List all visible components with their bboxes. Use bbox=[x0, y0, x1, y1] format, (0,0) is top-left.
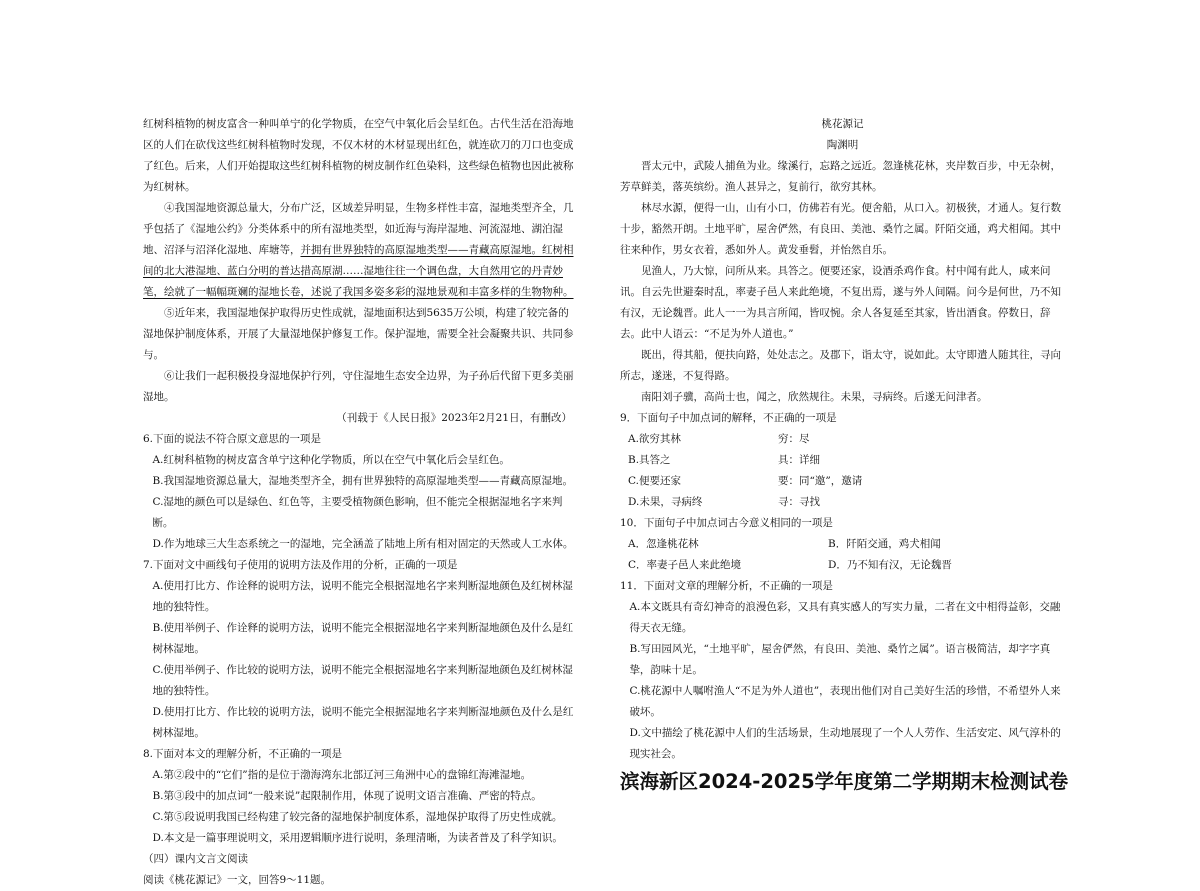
paragraph-3-tail: 红树科植物的树皮富含一种叫单宁的化学物质，在空气中氧化后会呈红色。古代生活在沿海地区的人们在砍伐这些红树科植物时发现，不仅木材的木材显现出红色，就连砍刀的刀口也变成了红色。后来，人们开始提取这些红树科植物的树皮制作红色染料，这些绿色植物也因此被称为红树林。 bbox=[143, 118, 574, 193]
question-10-options-ab bbox=[620, 534, 1065, 555]
paragraph-4-text: ④我国湿地资源总量大，分布广泛，区域差异明显，生物多样性丰富，湿地类型齐全，几乎包括了《湿地公约》分类体系中的所有湿地类型，如近海与海岸湿地、河流湿地、湖泊湿地、沼泽与沼泽化湿地、库塘等， bbox=[143, 202, 574, 256]
question-7-option-c: C.使用举例子、作比较的说明方法，说明不能完全根据湿地名字来判断湿地颜色及红树林湿地的独特性。 bbox=[152, 664, 573, 697]
question-11: 11．下面对文章的理解分析，不正确的一项是 bbox=[620, 580, 833, 592]
question-9-option-d bbox=[620, 492, 1065, 513]
question-8-option-b: B.第③段中的加点词“一般来说”起限制作用，体现了说明文语言准确、严密的特点。 bbox=[152, 790, 542, 802]
option-gloss: 穷：尽 bbox=[778, 433, 810, 445]
question-8-option-c: C.第⑤段说明我国已经构建了较完备的湿地保护制度体系，湿地保护取得了历史性成就。 bbox=[152, 811, 563, 823]
option-gloss: 具：详细 bbox=[778, 454, 820, 466]
question-6-option-a: A.红树科植物的树皮富含单宁这种化学物质，所以在空气中氧化后会呈红色。 bbox=[152, 454, 510, 466]
reading-instruction: 阅读《桃花源记》一文，回答9～11题。 bbox=[143, 874, 332, 886]
question-9: 9．下面句子中加点词的解释，不正确的一项是 bbox=[620, 412, 837, 424]
question-7-option-a: A.使用打比方、作诠释的说明方法，说明不能完全根据湿地名字来判断湿地颜色及红树林湿地的独特性。 bbox=[152, 580, 573, 613]
option-gloss: 要：同“邀”，邀请 bbox=[778, 475, 863, 487]
question-11-option-b: B.写田园风光，“土地平旷，屋舍俨然，有良田、美池、桑竹之属”。语言极简洁，却字字真挚，韵味十足。 bbox=[629, 643, 1051, 676]
question-9-option-c bbox=[620, 471, 1065, 492]
article-source: （刊载于《人民日报》2023年2月21日，有删改） bbox=[336, 412, 572, 424]
poem-title: 桃花源记 bbox=[821, 118, 864, 130]
classical-paragraph-2: 林尽水源，便得一山，山有小口，仿佛若有光。便舍船，从口入。初极狭，才通人。复行数十步，豁然开朗。土地平旷，屋舍俨然，有良田、美池、桑竹之属。阡陌交通，鸡犬相闻。其中往来种作，男女衣着，悉如外人。黄发垂髫，并怡然自乐。 bbox=[620, 202, 1061, 256]
classical-paragraph-5: 南阳刘子骥，高尚士也，闻之，欣然规往。未果，寻病终。后遂无问津者。 bbox=[641, 391, 988, 403]
question-9-option-b bbox=[620, 450, 1065, 471]
question-9-option-a bbox=[620, 429, 1065, 450]
question-7: 7.下面对文中画线句子使用的说明方法及作用的分析，正确的一项是 bbox=[143, 559, 458, 571]
option-text: A．忽逢桃花林 bbox=[628, 538, 699, 550]
question-8-option-a: A.第②段中的“它们”指的是位于渤海湾东北部辽河三角洲中心的盘锦红海滩湿地。 bbox=[152, 769, 532, 781]
option-gloss: 寻：寻找 bbox=[778, 496, 820, 508]
question-7-option-b: B.使用举例子、作诠释的说明方法，说明不能完全根据湿地名字来判断湿地颜色及什么是红树林湿地。 bbox=[152, 622, 573, 655]
question-8: 8.下面对本文的理解分析，不正确的一项是 bbox=[143, 748, 343, 760]
left-column bbox=[143, 114, 578, 891]
option-text: A.欲穷其林 bbox=[628, 433, 681, 445]
option-text: D．乃不知有汉，无论魏晋 bbox=[828, 559, 952, 571]
classical-paragraph-1: 晋太元中，武陵人捕鱼为业。缘溪行，忘路之远近。忽逢桃花林，夹岸数百步，中无杂树，芳草鲜美，落英缤纷。渔人甚异之，复前行，欲穷其林。 bbox=[620, 160, 1061, 193]
question-8-option-d: D.本文是一篇事理说明文，采用逻辑顺序进行说明，条理清晰，为读者普及了科学知识。 bbox=[152, 832, 563, 844]
section-heading: （四）课内文言文阅读 bbox=[143, 853, 248, 865]
option-text: B.具答之 bbox=[628, 454, 671, 466]
question-10: 10．下面句子中加点词古今意义相同的一项是 bbox=[620, 517, 833, 529]
poem-author: 陶渊明 bbox=[826, 139, 859, 151]
underlined-sentence: 并拥有世界独特的高原湿地类型——青藏高原湿地。红树相间的北大港湿地、蓝白分明的普达措高原湖……湿地往往一个调色盘，大自然用它的丹青妙笔，绘就了一幅幅斑斓的湿地长卷，述说了我国多姿多彩的湿地景观和丰富多样的生物物种。 bbox=[143, 244, 574, 298]
paragraph-5: ⑤近年来，我国湿地保护取得历史性成就，湿地面积达到5635万公顷，构建了较完备的湿地保护制度体系，开展了大量湿地保护修复工作。保护湿地，需要全社会凝聚共识、共同参与。 bbox=[143, 307, 574, 361]
question-10-options-cd bbox=[620, 555, 1065, 576]
option-text: D.未果，寻病终 bbox=[628, 496, 703, 508]
question-6-option-d: D.作为地球三大生态系统之一的湿地，完全涵盖了陆地上所有相对固定的天然或人工水体。 bbox=[152, 538, 574, 550]
option-text: C．率妻子邑人来此绝境 bbox=[628, 559, 742, 571]
question-6-option-b: B.我国湿地资源总量大，湿地类型齐全，拥有世界独特的高原湿地类型——青藏高原湿地。 bbox=[152, 475, 573, 487]
classical-paragraph-3: 见渔人，乃大惊，问所从来。具答之。便要还家，设酒杀鸡作食。村中闻有此人，咸来问讯。自云先世避秦时乱，率妻子邑人来此绝境，不复出焉，遂与外人间隔。问今是何世，乃不知有汉，无论魏晋。此人一一为具言所闻，皆叹惋。余人各复延至其家，皆出酒食。停数日，辞去。此中人语云：“不足为外人道也。” bbox=[620, 265, 1061, 340]
question-6: 6.下面的说法不符合原文意思的一项是 bbox=[143, 433, 322, 445]
option-text: C.便要还家 bbox=[628, 475, 681, 487]
question-11-option-a: A.本文既具有奇幻神奇的浪漫色彩，又具有真实感人的写实力量，二者在文中相得益彰，交融得天衣无缝。 bbox=[629, 601, 1061, 634]
question-11-option-c: C.桃花源中人嘱咐渔人“不足为外人道也”，表现出他们对自己美好生活的珍惜，不希望外人来破坏。 bbox=[629, 685, 1061, 718]
option-text: B．阡陌交通，鸡犬相闻 bbox=[828, 538, 941, 550]
paragraph-4 bbox=[143, 198, 578, 303]
right-column bbox=[620, 114, 1069, 795]
question-6-option-c: C.湿地的颜色可以是绿色、红色等，主要受植物颜色影响，但不能完全根据湿地名字来判断。 bbox=[152, 496, 563, 529]
question-11-option-d: D.文中描绘了桃花源中人们的生活场景，生动地展现了一个人人劳作、生活安定、风气淳朴的现实社会。 bbox=[629, 727, 1061, 760]
exam-title: 滨海新区2024-2025学年度第二学期期末检测试卷 bbox=[620, 770, 1069, 793]
question-7-option-d: D.使用打比方、作比较的说明方法，说明不能完全根据湿地名字来判断湿地颜色及什么是红树林湿地。 bbox=[152, 706, 574, 739]
classical-paragraph-4: 既出，得其船，便扶向路，处处志之。及郡下，诣太守，说如此。太守即遣人随其往，寻向所志，遂迷，不复得路。 bbox=[620, 349, 1061, 382]
paragraph-6: ⑥让我们一起积极投身湿地保护行列，守住湿地生态安全边界，为子孙后代留下更多美丽湿地。 bbox=[143, 370, 574, 403]
